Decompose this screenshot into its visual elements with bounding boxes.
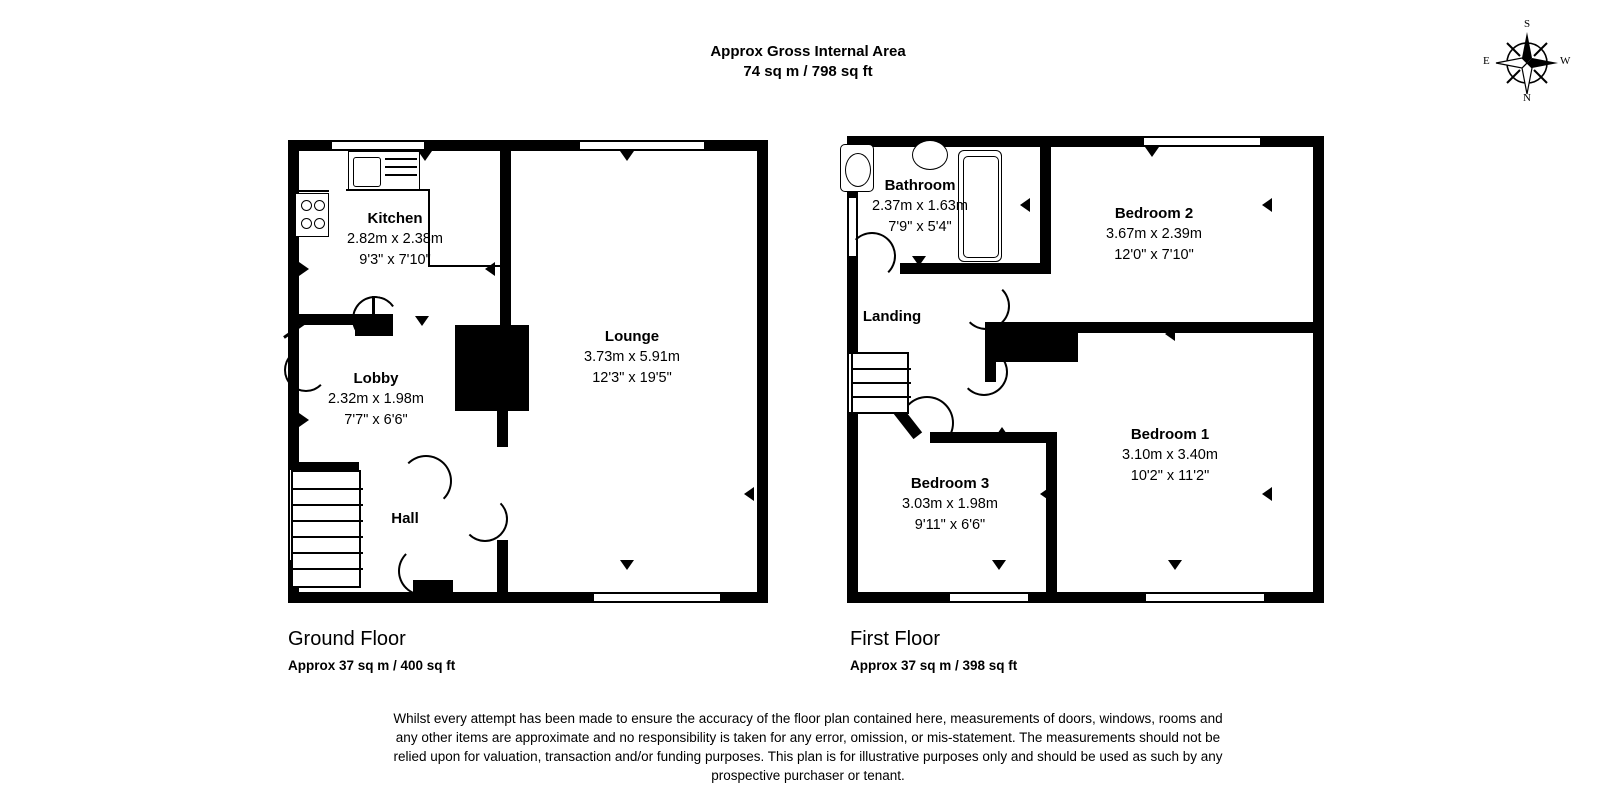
window-kitchen-top — [330, 140, 426, 151]
window-bedroom2-top — [1142, 136, 1262, 147]
floor-area: Approx 37 sq m / 400 sq ft — [288, 658, 456, 673]
marker-arrow-kitchen-left — [299, 262, 309, 276]
ground-floor-caption — [288, 628, 455, 673]
window-bedroom3-bottom — [948, 592, 1030, 603]
door-arc-hall-1 — [400, 455, 452, 507]
marker-arrow-bathroom-right — [1020, 198, 1030, 212]
room-label-lounge — [562, 326, 702, 389]
room-name: Hall — [391, 510, 419, 527]
disclaimer-line-3: relied upon for valuation, transaction and/or funding purposes. This plan is for illustrative purposes only and should be used as such by any — [393, 749, 1223, 764]
marker-arrow-lounge-right — [744, 487, 754, 501]
marker-arrow-lounge-top — [620, 151, 634, 161]
interior-wall-lounge-block — [455, 325, 529, 411]
room-label-landing — [845, 306, 939, 327]
gross-area-title: Approx Gross Internal Area — [710, 43, 906, 60]
disclaimer-line-2: any other items are approximate and no responsibility is taken for any error, omission, or mis-statement. The measurements should not be — [395, 730, 1221, 745]
disclaimer-line-4: prospective purchaser or tenant. — [711, 768, 905, 783]
compass-label-south: S — [1524, 18, 1531, 30]
room-label-lobby — [313, 368, 439, 431]
marker-arrow-lobby-left — [299, 413, 309, 427]
marker-arrow-bedroom1-bottom — [1168, 560, 1182, 570]
marker-arrow-bedroom3-right — [1040, 487, 1050, 501]
door-arc-bathroom — [848, 232, 896, 280]
interior-wall-bathroom-right — [1040, 140, 1051, 274]
staircase-first — [851, 352, 909, 414]
room-label-bathroom — [858, 175, 982, 238]
room-name: Kitchen — [367, 210, 423, 227]
interior-wall-landing-block — [996, 322, 1078, 362]
compass-label-east: E — [1483, 55, 1490, 67]
room-label-kitchen — [330, 208, 460, 271]
marker-arrow-bedroom1-right — [1262, 487, 1272, 501]
gross-area-value: 74 sq m / 798 sq ft — [743, 63, 873, 80]
interior-wall-kitchen-right — [500, 145, 511, 325]
room-metric: 2.37m x 1.63m — [872, 198, 968, 214]
door-arc-kitchen — [348, 292, 401, 345]
marker-arrow-kitchen-right — [485, 262, 495, 276]
marker-arrow-lobby-kitchen — [415, 316, 429, 326]
door-arc-hall-3 — [398, 546, 448, 596]
interior-wall-bedroom3-right — [1046, 432, 1057, 597]
marker-arrow-kitchen-top — [418, 151, 432, 161]
marker-arrow-bedroom2-lower — [1165, 327, 1175, 341]
room-name: Lobby — [353, 370, 399, 387]
exterior-wall-right-first — [1313, 136, 1324, 603]
marker-arrow-bedroom2-top — [1145, 147, 1159, 157]
marker-arrow-bedroom2-right — [1262, 198, 1272, 212]
window-bedroom1-bottom — [1144, 592, 1266, 603]
window-lounge-bottom — [592, 592, 722, 603]
staircase-ground — [291, 470, 361, 588]
page-title — [0, 42, 1616, 82]
exterior-wall-right — [757, 140, 768, 603]
room-name: Bathroom — [884, 177, 956, 194]
room-name: Bedroom 3 — [910, 475, 990, 492]
room-label-bedroom1 — [1098, 424, 1242, 487]
floor-title: Ground Floor — [288, 628, 406, 650]
room-name: Landing — [862, 308, 922, 325]
interior-wall-hall-lower — [497, 540, 508, 595]
room-imperial: 7'9" x 5'4" — [888, 219, 952, 235]
kitchen-worktop-line — [295, 190, 329, 192]
marker-arrow-bedroom3-bottom — [992, 560, 1006, 570]
door-arc-hall-2 — [462, 496, 508, 542]
compass-rose-icon — [1482, 18, 1572, 108]
room-name: Lounge — [604, 328, 660, 345]
window-lounge-top — [578, 140, 706, 151]
disclaimer-line-1: Whilst every attempt has been made to ensure the accuracy of the floor plan contained here, measurements of doors, windows, rooms and — [393, 711, 1223, 726]
kitchen-sink-unit-icon — [348, 151, 420, 191]
room-metric: 3.67m x 2.39m — [1106, 226, 1202, 242]
marker-arrow-bathroom-bottom — [912, 256, 926, 266]
room-metric: 3.73m x 5.91m — [584, 349, 680, 365]
kitchen-counter-line-top — [346, 189, 430, 191]
room-label-bedroom3 — [878, 473, 1022, 536]
marker-arrow-lounge-bottom — [620, 560, 634, 570]
door-arc-bedroom1 — [960, 348, 1008, 396]
room-name: Bedroom 2 — [1114, 205, 1194, 222]
washbasin-icon — [912, 140, 948, 170]
room-imperial: 12'3" x 19'5" — [592, 370, 672, 386]
compass-label-north: N — [1523, 92, 1531, 104]
room-imperial: 12'0" x 7'10" — [1114, 247, 1194, 263]
marker-arrow-bedroom1-top — [995, 427, 1009, 437]
room-metric: 2.82m x 2.38m — [347, 231, 443, 247]
room-name: Bedroom 1 — [1130, 426, 1210, 443]
floor-area: Approx 37 sq m / 398 sq ft — [850, 658, 1018, 673]
door-leaf-kitchen — [372, 296, 375, 322]
room-metric: 3.03m x 1.98m — [902, 496, 998, 512]
compass-label-west: W — [1560, 55, 1571, 67]
room-imperial: 9'11" x 6'6" — [914, 517, 986, 533]
room-imperial: 9'3" x 7'10" — [359, 252, 431, 268]
room-imperial: 7'7" x 6'6" — [344, 412, 408, 428]
room-label-bedroom2 — [1082, 203, 1226, 266]
kitchen-hob-icon — [295, 193, 329, 237]
door-arc-bedroom2 — [962, 282, 1010, 330]
room-imperial: 10'2" x 11'2" — [1130, 468, 1210, 484]
room-label-hall — [363, 508, 447, 529]
room-metric: 2.32m x 1.98m — [328, 391, 424, 407]
door-arc-bedroom3 — [900, 396, 954, 450]
room-metric: 3.10m x 3.40m — [1122, 447, 1218, 463]
first-floor-caption — [850, 628, 1017, 673]
floor-title: First Floor — [850, 628, 940, 650]
disclaimer-text — [308, 709, 1308, 785]
